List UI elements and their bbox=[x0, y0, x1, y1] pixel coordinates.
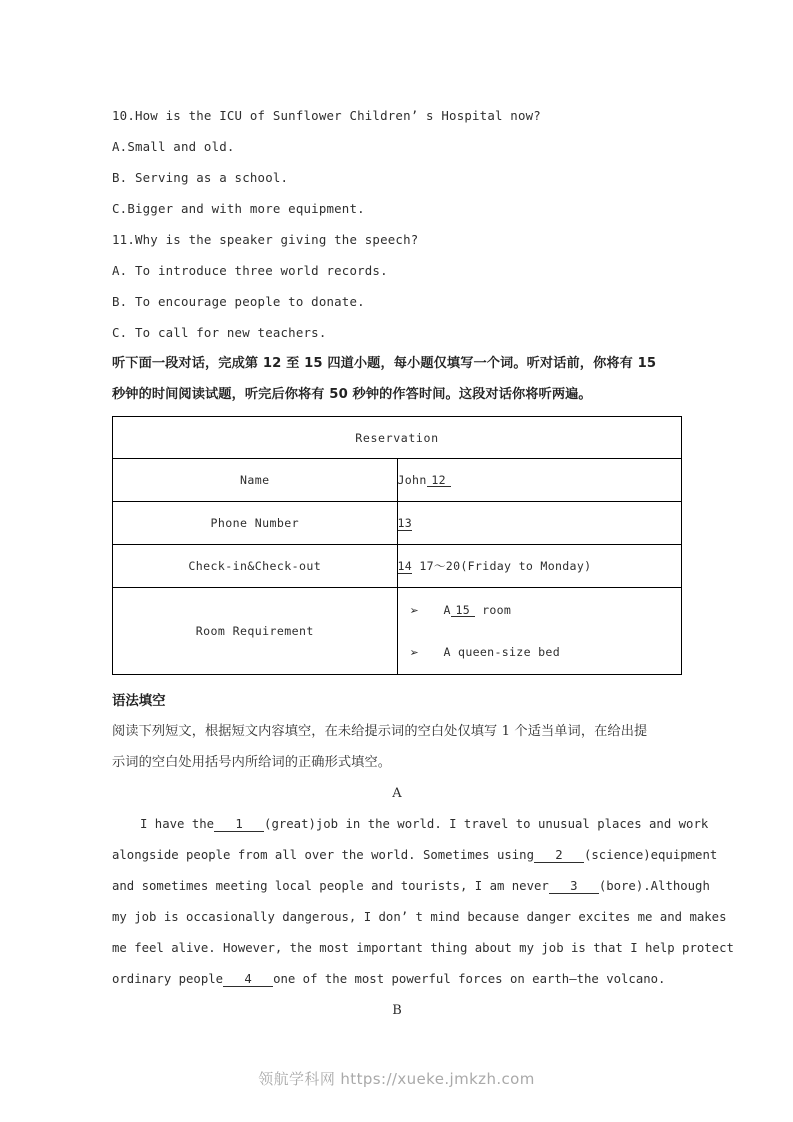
bullet-prefix: A bbox=[443, 602, 451, 617]
table-row bbox=[113, 459, 682, 502]
question-stem: 10.How is the ICU of Sunflower Children’ s Hospital now? bbox=[112, 108, 541, 123]
reservation-table-title: Reservation bbox=[113, 417, 682, 459]
row-value-name bbox=[397, 459, 682, 502]
question-stem: 11.Why is the speaker giving the speech? bbox=[112, 232, 419, 247]
list-item bbox=[398, 589, 682, 631]
grammar-instruction-line-1: 阅读下列短文，根据短文内容填空，在未给提示词的空白处仅填写 1 个适当单词，在给出提 bbox=[112, 724, 648, 739]
row-label-phone: Phone Number bbox=[113, 502, 398, 545]
passage-line: me feel alive. However, the most important thing about my job is that I help protect bbox=[112, 941, 734, 955]
grammar-instruction-line-2: 示词的空白处用括号内所给词的正确形式填空。 bbox=[112, 755, 392, 770]
row-label-name: Name bbox=[113, 459, 398, 502]
question-option[interactable]: C. To call for new teachers. bbox=[112, 325, 327, 340]
page-content bbox=[112, 100, 734, 1026]
bullet-content: A queen-size bed bbox=[443, 645, 560, 659]
value-suffix: 17～20(Friday to Monday) bbox=[412, 559, 592, 573]
line-text: (bore).Although bbox=[598, 879, 710, 893]
footer-watermark: 领航学科网 https://xueke.jmkzh.com bbox=[258, 1070, 535, 1088]
line-text: and sometimes meeting local people and tourists, I am never bbox=[112, 879, 549, 893]
table-row bbox=[113, 417, 682, 459]
value-prefix: John bbox=[397, 472, 427, 487]
listening-instruction-line-1: 听下面一段对话，完成第 12 至 15 四道小题，每小题仅填写一个词。听对话前，你将有 15 bbox=[112, 356, 657, 371]
listening-instruction-line-2: 秒钟的时间阅读试题，听完后你将有 50 秒钟的作答时间。这段对话你将听两遍。 bbox=[112, 387, 592, 402]
table-row bbox=[113, 545, 682, 588]
question-option[interactable]: C.Bigger and with more equipment. bbox=[112, 201, 365, 216]
passage-a-body bbox=[112, 809, 734, 995]
table-row bbox=[113, 502, 682, 545]
answer-blank-1[interactable]: 1 bbox=[214, 818, 264, 832]
bullet-suffix: room bbox=[482, 602, 512, 617]
question-option[interactable]: B. To encourage people to donate. bbox=[112, 294, 365, 309]
arrow-bullet-icon: ➢ bbox=[409, 645, 420, 659]
passage-label-b: B bbox=[392, 1003, 402, 1018]
line-text: (great)job in the world. I travel to unusual places and work bbox=[264, 817, 709, 831]
reservation-table bbox=[112, 416, 682, 675]
answer-blank-15[interactable]: 15 bbox=[451, 604, 475, 617]
answer-blank-2[interactable]: 2 bbox=[534, 849, 584, 863]
question-option[interactable]: B. Serving as a school. bbox=[112, 170, 289, 185]
row-label-room-requirement: Room Requirement bbox=[113, 588, 398, 675]
answer-blank-12[interactable]: 12 bbox=[427, 474, 451, 487]
row-value-phone bbox=[397, 502, 682, 545]
line-text: one of the most powerful forces on earth—the volcano. bbox=[273, 972, 666, 986]
row-value-room-requirement bbox=[397, 588, 682, 675]
answer-blank-14[interactable]: 14 bbox=[397, 559, 413, 573]
passage-line bbox=[112, 840, 718, 871]
grammar-section-heading: 语法填空 bbox=[112, 694, 166, 709]
row-value-checkin bbox=[397, 545, 682, 588]
line-text: I have the bbox=[140, 817, 215, 831]
table-row bbox=[113, 588, 682, 675]
list-item bbox=[398, 631, 682, 673]
line-text: alongside people from all over the world. Sometimes using bbox=[112, 848, 534, 862]
question-option[interactable]: A.Small and old. bbox=[112, 139, 235, 154]
question-option[interactable]: A. To introduce three world records. bbox=[112, 263, 388, 278]
line-text: ordinary people bbox=[112, 972, 224, 986]
passage-label-a: A bbox=[392, 786, 402, 801]
passage-line bbox=[112, 871, 710, 902]
answer-blank-13[interactable]: 13 bbox=[397, 516, 413, 530]
answer-blank-4[interactable]: 4 bbox=[223, 973, 273, 987]
line-text: (science)equipment bbox=[584, 848, 718, 862]
row-label-checkin: Check-in&Check-out bbox=[113, 545, 398, 588]
arrow-bullet-icon: ➢ bbox=[409, 603, 420, 617]
bullet-content bbox=[444, 603, 512, 617]
passage-line bbox=[112, 964, 682, 995]
passage-line bbox=[112, 809, 709, 840]
answer-blank-3[interactable]: 3 bbox=[549, 880, 599, 894]
passage-line: my job is occasionally dangerous, I don’ t mind because danger excites me and makes bbox=[112, 910, 727, 924]
